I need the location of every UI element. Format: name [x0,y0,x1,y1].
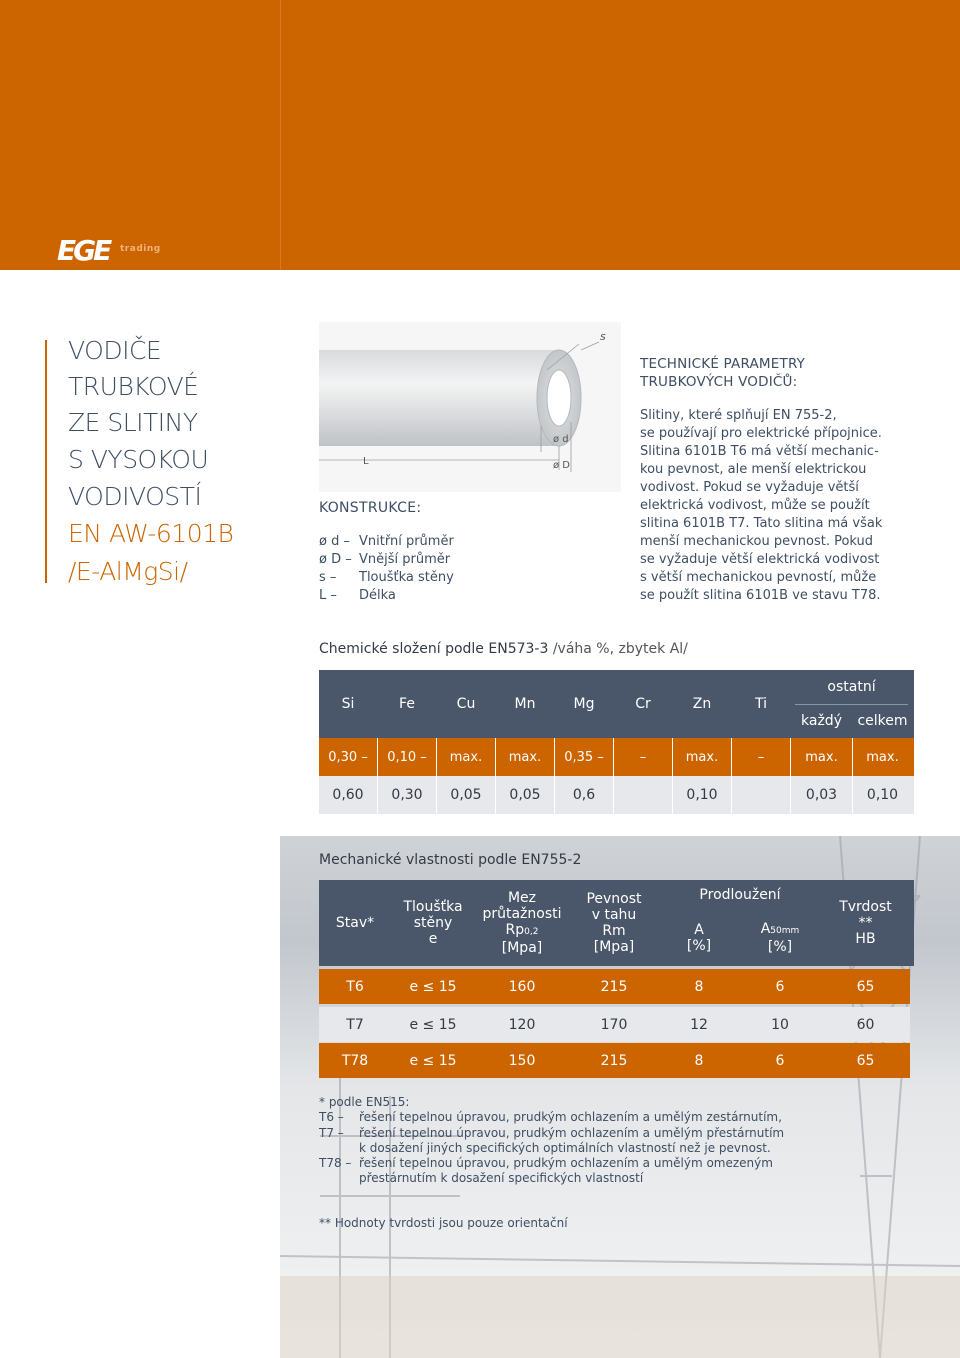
mech-header-prodlouzeni: Prodloužení [659,880,821,910]
chem-min-cell: – [639,749,647,765]
chem-header-cell: Si [341,696,355,712]
tech-text-line: se používají pro elektrické přípojnice. [640,426,882,441]
mech-data-cell: e ≤ 15 [391,1043,475,1078]
mech-data-cell: e ≤ 15 [391,969,475,1004]
chem-max-cell: 0,05 [450,787,482,803]
chem-min-cell: 0,30 – [328,749,368,765]
chem-max-cell: 0,30 [391,787,423,803]
mech-header-mez [475,880,569,966]
title-accent-rule [45,340,47,583]
mech-data-cell: 6 [739,1043,821,1078]
note-value: řešení tepelnou úpravou, prudkým ochlazením a umělým zestárnutím, [359,1110,782,1124]
mech-header-stav: Stav* [319,880,391,966]
chem-max-cell: 0,03 [805,787,838,803]
tech-text-line: kou pevnost, ale menší elektrickou [640,462,867,477]
chem-header-cell: Fe [399,696,415,712]
mech-heading: Mechanické vlastnosti podle EN755-2 [319,852,582,868]
brand-subtitle: trading [120,244,161,254]
konstrukce-symbol: L – [319,588,337,603]
mech-header-line: Rm [602,923,626,939]
mech-header-rp [506,922,539,940]
mech-data-cell: 10 [739,1007,821,1042]
mech-data-cell: 120 [475,1007,569,1042]
mech-header-line: Tvrdost [839,899,892,915]
chem-header-total: celkem [857,713,908,729]
mech-header-a50 [739,910,821,966]
mech-header-pevnost [569,880,659,966]
chem-col-separator [790,738,791,814]
tech-heading: TRUBKOVÝCH VODIČŮ: [640,374,798,390]
chem-col-separator [852,738,853,814]
mech-header-a [659,910,739,966]
tech-text-line: se použít slitina 6101B ve stavu T78. [640,588,881,603]
konstrukce-label: Vnější průměr [359,552,451,567]
mech-header-line: průtažnosti [482,906,562,922]
chem-header-cell: Cu [456,696,476,712]
chem-max-cell: 0,10 [866,787,899,803]
chem-table [319,670,914,814]
konstrukce-symbol: ø D – [319,552,352,567]
konstrukce-label: Délka [359,588,396,603]
konstrukce-symbol: s – [319,570,337,585]
mech-data-cell: 160 [475,969,569,1004]
chem-max-cell: 0,10 [686,787,718,803]
chem-heading [319,641,688,657]
mech-header-line: [Mpa] [593,939,635,955]
tech-text-line: elektrická vodivost, může se použít [640,498,870,513]
chem-max-cell: 0,6 [572,787,596,803]
mech-data-cell: 8 [659,1043,739,1078]
brand-logo: EGE [57,234,110,267]
chem-min-cell: max. [508,749,542,765]
mech-header-line: [Mpa] [501,940,543,956]
mech-data-cell: T7 [319,1007,391,1042]
mech-data-cell: T78 [319,1043,391,1078]
konstrukce-row [319,552,450,567]
title-line: ZE SLITINY [68,408,198,437]
chem-header-each: každý [801,713,842,729]
tech-text-line: menší mechanickou pevnost. Pokud [640,534,874,549]
mech-header-line: HB [855,931,876,947]
chem-col-separator [613,738,614,814]
konstrukce-label: Vnitřní průměr [359,534,454,549]
chem-heading-sub: /váha %, zbytek Al/ [552,641,688,657]
chem-min-cell: – [757,749,765,765]
chem-min-cell: 0,35 – [564,749,604,765]
tech-heading: TECHNICKÉ PARAMETRY [640,356,806,372]
note-value: přestárnutím k dosažení specifických vlastností [359,1171,644,1185]
chem-header-cell: Mg [573,696,595,712]
chem-min-cell: max. [866,749,899,765]
title-line: VODIČE [68,336,162,365]
mech-header-line: e [428,931,438,947]
tech-text-line: slitina 6101B T7. Tato slitina má však [640,516,883,531]
note-value: řešení tepelnou úpravou, prudkým ochlazením a umělým omezeným [359,1156,773,1170]
note-key: T6 – [319,1110,344,1124]
chem-header-cell: Cr [635,696,651,712]
note-row [319,1126,784,1140]
chem-heading-title: Chemické složení podle EN573-3 [319,641,549,657]
note-intro: * podle EN515: [319,1095,410,1109]
mech-data-cell: 8 [659,969,739,1004]
mech-data-cell: 65 [821,969,910,1004]
chem-col-separator [672,738,673,814]
note-key: T7 – [319,1126,344,1140]
note-row [319,1171,643,1185]
chem-max-cell: 0,05 [509,787,541,803]
diagram-label-D: ø D [553,460,570,471]
chem-max-cell [614,776,672,814]
title-line-accent: /E-AlMgSi/ [68,557,188,586]
mech-header-tloustka [391,880,475,966]
tech-text-line: Slitina 6101B T6 má větší mechanic- [640,444,879,459]
mech-data-cell: 65 [821,1043,910,1078]
note-row [319,1110,782,1124]
konstrukce-row [319,588,396,603]
note-value: řešení tepelnou úpravou, prudkým ochlazením a umělým přestárnutím [359,1126,785,1140]
note-row [319,1156,773,1170]
tech-text-line: se vyžaduje větší elektrická vodivost [640,552,880,567]
mech-data-cell: 170 [569,1007,659,1042]
chem-header-other: ostatní [827,679,876,695]
mech-header-line: Tloušťka [403,899,463,915]
note-hardness: ** Hodnoty tvrdosti jsou pouze orientační [319,1216,568,1230]
chem-max-cell: 0,60 [332,787,364,803]
mech-header-line: stěny [413,915,453,931]
mech-header-line: Pevnost [586,891,642,907]
mech-data-cell: 6 [739,969,821,1004]
note-key: T78 – [319,1156,352,1170]
mech-data-cell: 60 [821,1007,910,1042]
konstrukce-row [319,570,454,585]
tech-text-line: vodivost. Pokud se vyžaduje větší [640,480,859,495]
chem-min-cell: max. [449,749,483,765]
mech-header-a50-sub: 50mm [770,926,800,936]
logo-panel [45,0,281,270]
mech-data-cell: 150 [475,1043,569,1078]
chem-min-cell: max. [805,749,838,765]
konstrukce-label: Tloušťka stěny [359,570,454,585]
note-row [319,1141,771,1155]
chem-col-separator [554,738,555,814]
mech-header-line: A [694,922,704,938]
konstrukce-heading: KONSTRUKCE: [319,500,422,516]
mech-data-cell: e ≤ 15 [391,1007,475,1042]
title-line-accent: EN AW-6101B [68,519,234,548]
chem-header-cell: Zn [692,696,712,712]
diagram-label-L: L [363,456,369,467]
pipe-diagram [319,322,621,492]
mech-header-rp-sub: 0,2 [524,927,539,937]
chem-header-cell: Ti [754,696,767,712]
mech-header-line: ** [858,915,873,931]
chem-col-separator [731,738,732,814]
chem-header-cell: Mn [514,696,536,712]
title-line: TRUBKOVÉ [68,372,199,401]
mech-header-rp-label: Rp [505,922,525,938]
chem-col-separator [495,738,496,814]
mech-header-line: [%] [686,938,712,954]
mech-header-line: v tahu [591,907,637,923]
mech-header-tvrdost [821,880,910,966]
chem-col-separator [377,738,378,814]
mech-data-cell: 12 [659,1007,739,1042]
tech-text-line: Slitiny, které splňují EN 755-2, [640,408,837,423]
mech-header-a50-label [761,921,800,939]
mech-table [319,880,914,1078]
mech-data-cell: 215 [569,1043,659,1078]
diagram-label-d: ø d [553,434,569,445]
chem-min-cell: max. [685,749,719,765]
diagram-label-s: s [600,330,606,343]
chem-min-cell: 0,10 – [387,749,427,765]
mech-header-line: [%] [767,939,793,955]
title-line: S VYSOKOU [68,445,209,474]
mech-data-cell: T6 [319,969,391,1004]
konstrukce-row [319,534,454,549]
tech-text-line: s větší mechanickou pevností, může [640,570,877,585]
chem-max-cell [732,776,790,814]
chem-col-separator [436,738,437,814]
title-line: VODIVOSTÍ [68,482,202,511]
mech-header-line: Mez [507,890,537,906]
mech-data-cell: 215 [569,969,659,1004]
note-value: k dosažení jiných specifických optimálních vlastností než je pevnost. [359,1141,771,1155]
konstrukce-symbol: ø d – [319,534,350,549]
mech-header-a50-main: A [760,921,771,937]
